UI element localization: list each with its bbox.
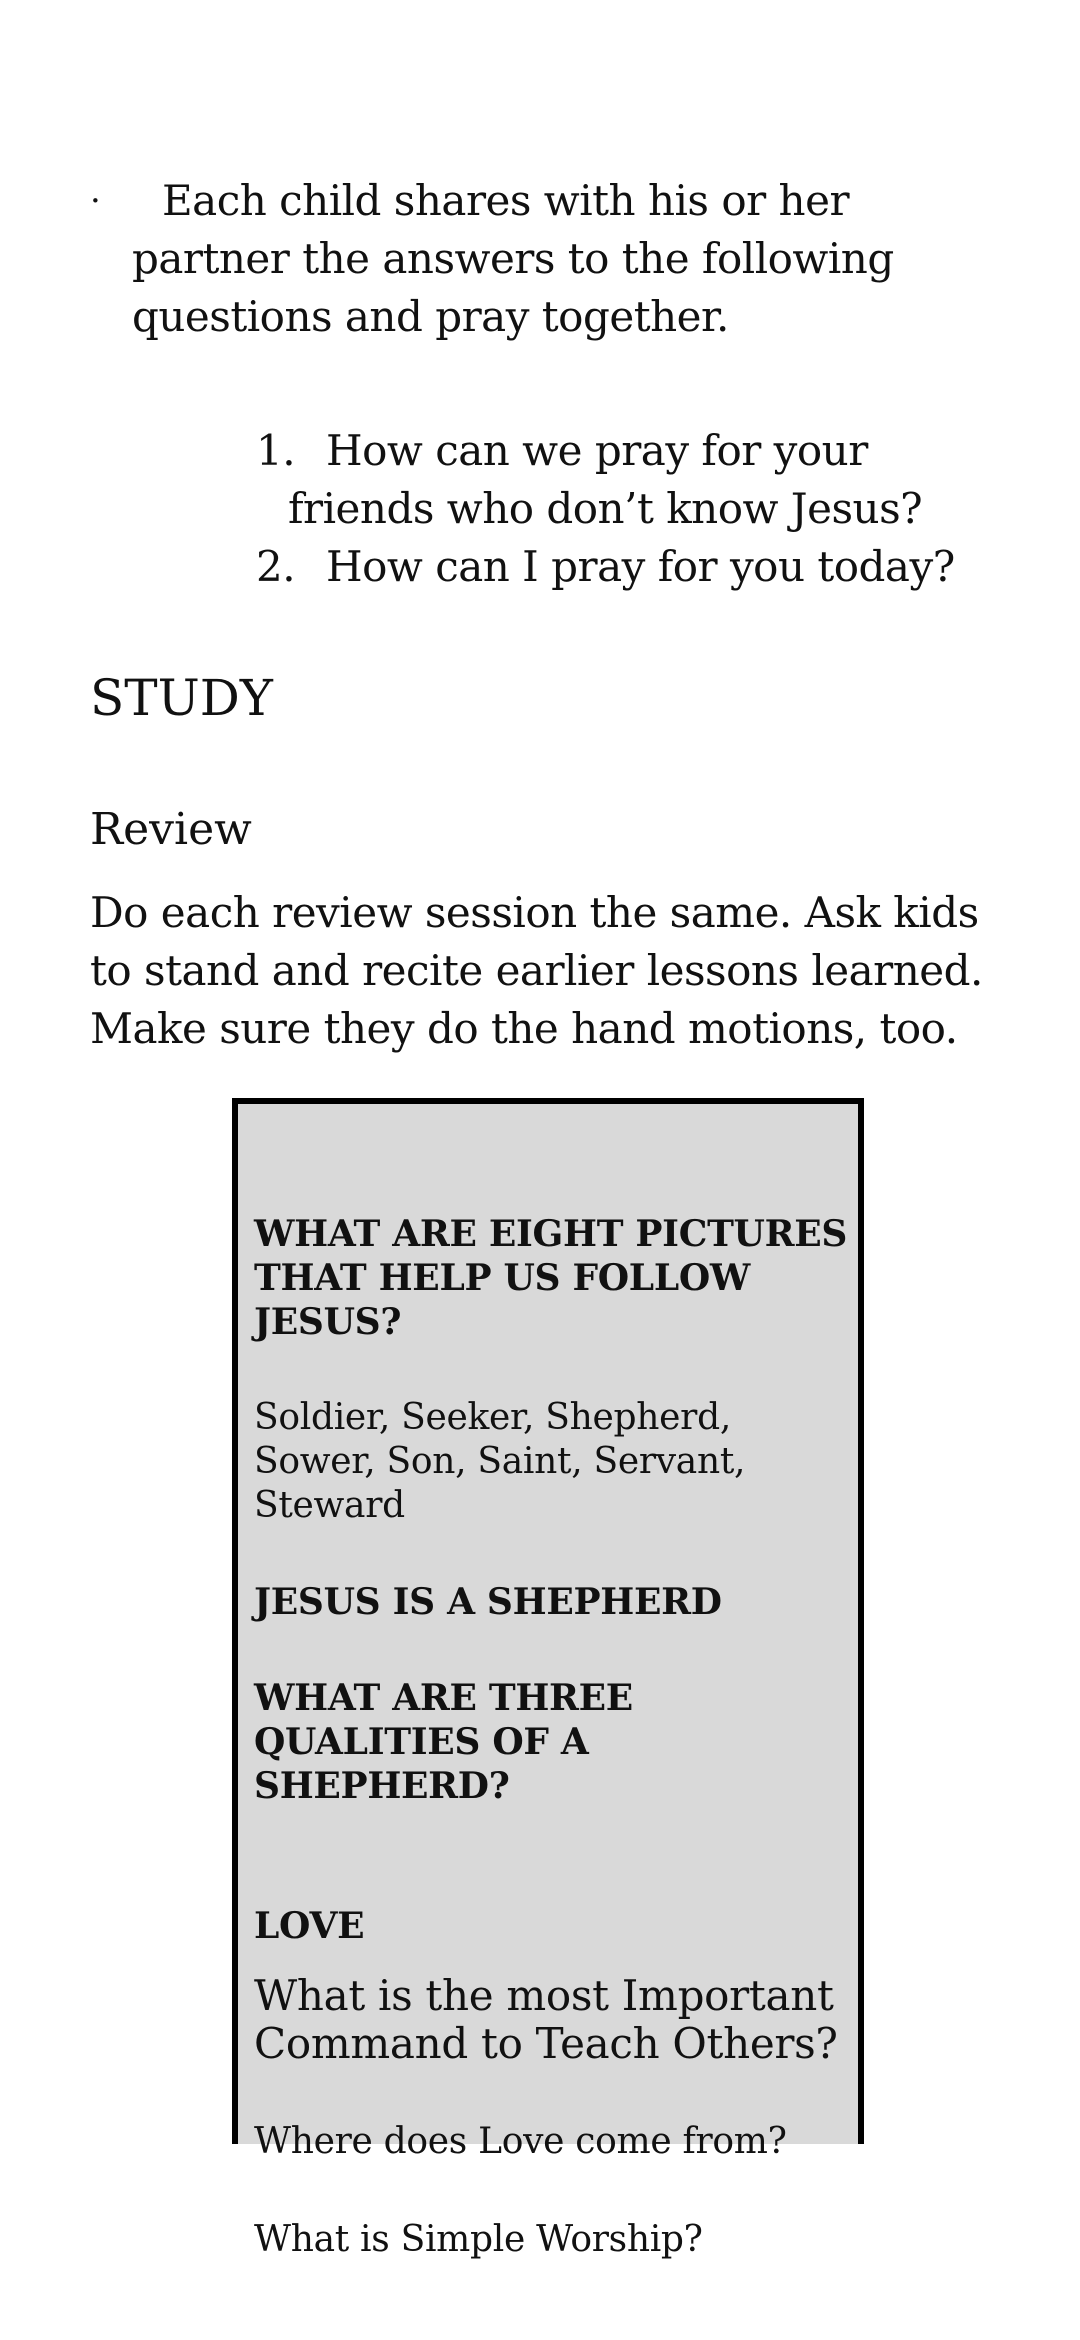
box-answer-pictures: Soldier, Seeker, Shepherd, Sower, Son, Saint, Servant, Steward <box>254 1397 746 1526</box>
box-question-eight-pictures: WHAT ARE EIGHT PICTURES THAT HELP US FOLLOW JESUS? <box>254 1213 848 1343</box>
review-body: Do each review session the same. Ask kids to stand and recite earlier lessons learned. Make sure they do the hand motions, too. <box>90 888 983 1053</box>
box-love-heading: LOVE <box>254 1905 365 1947</box>
review-heading: Review <box>90 804 252 855</box>
list-item <box>256 422 1016 538</box>
review-box-content <box>254 1212 850 2262</box>
question-list <box>256 422 1016 596</box>
box-question-worship: What is Simple Worship? <box>254 2219 703 2260</box>
study-heading: STUDY <box>90 669 273 727</box>
box-question-command: What is the most Important Command to Teach Others? <box>254 1971 838 2068</box>
box-question-love-source: Where does Love come from? <box>254 2121 787 2162</box>
list-text: How can we pray for your friends who don’t know Jesus? <box>288 426 923 533</box>
list-item <box>256 538 1016 596</box>
review-box <box>232 1098 864 2260</box>
list-number: 1. <box>256 426 296 475</box>
bullet-text: Each child shares with his or her partner the answers to the following questions and pray together. <box>132 176 894 341</box>
box-title-shepherd: JESUS IS A SHEPHERD <box>254 1581 722 1623</box>
list-number: 2. <box>256 542 296 591</box>
list-text: How can I pray for you today? <box>326 542 955 591</box>
bullet-dot: · <box>90 181 101 221</box>
box-question-shepherd-qualities: WHAT ARE THREE QUALITIES OF A SHEPHERD? <box>254 1677 633 1807</box>
bullet-paragraph <box>90 172 1000 346</box>
